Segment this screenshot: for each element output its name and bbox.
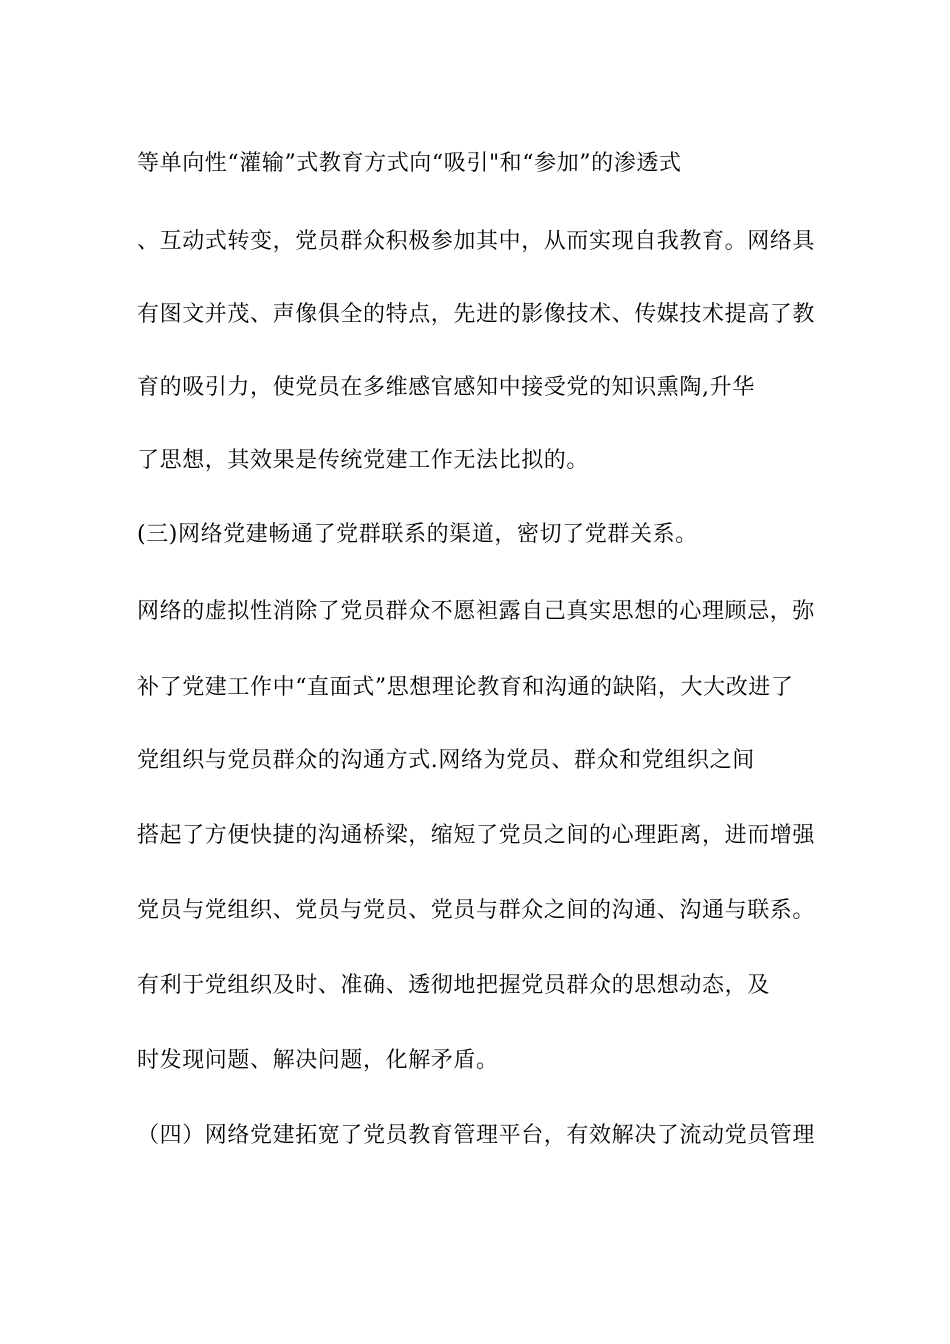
section-heading-3: (三)网络党建畅通了党群联系的渠道，密切了党群关系。	[137, 522, 698, 547]
section-heading-4: （四）网络党建拓宽了党员教育管理平台，有效解决了流动党员管理	[137, 1123, 816, 1148]
paragraph-line: 、互动式转变，党员群众积极参加其中，从而实现自我教育。网络具	[137, 229, 816, 254]
paragraph-line: 育的吸引力，使党员在多维感官感知中接受党的知识熏陶,升华	[137, 375, 755, 400]
paragraph-line: 等单向性“灌输”式教育方式向“吸引"和“参加”的渗透式	[137, 151, 682, 176]
paragraph-line: 党组织与党员群众的沟通方式.网络为党员、群众和党组织之间	[137, 748, 755, 773]
paragraph-line: 补了党建工作中“直面式”思想理论教育和沟通的缺陷，大大改进了	[137, 675, 794, 700]
paragraph-line: 了思想，其效果是传统党建工作无法比拟的。	[137, 448, 590, 473]
paragraph-line: 党员与党组织、党员与党员、党员与群众之间的沟通、沟通与联系。	[137, 898, 816, 923]
paragraph-line: 搭起了方便快捷的沟通桥梁，缩短了党员之间的心理距离，进而增强	[137, 823, 816, 848]
paragraph-line: 有图文并茂、声像俱全的特点，先进的影像技术、传媒技术提高了教	[137, 302, 816, 327]
paragraph-line: 时发现问题、解决问题，化解矛盾。	[137, 1048, 499, 1073]
paragraph-line: 网络的虚拟性消除了党员群众不愿袒露自己真实思想的心理顾忌，弥	[137, 599, 816, 624]
paragraph-line: 有利于党组织及时、准确、透彻地把握党员群众的思想动态，及	[137, 973, 770, 998]
